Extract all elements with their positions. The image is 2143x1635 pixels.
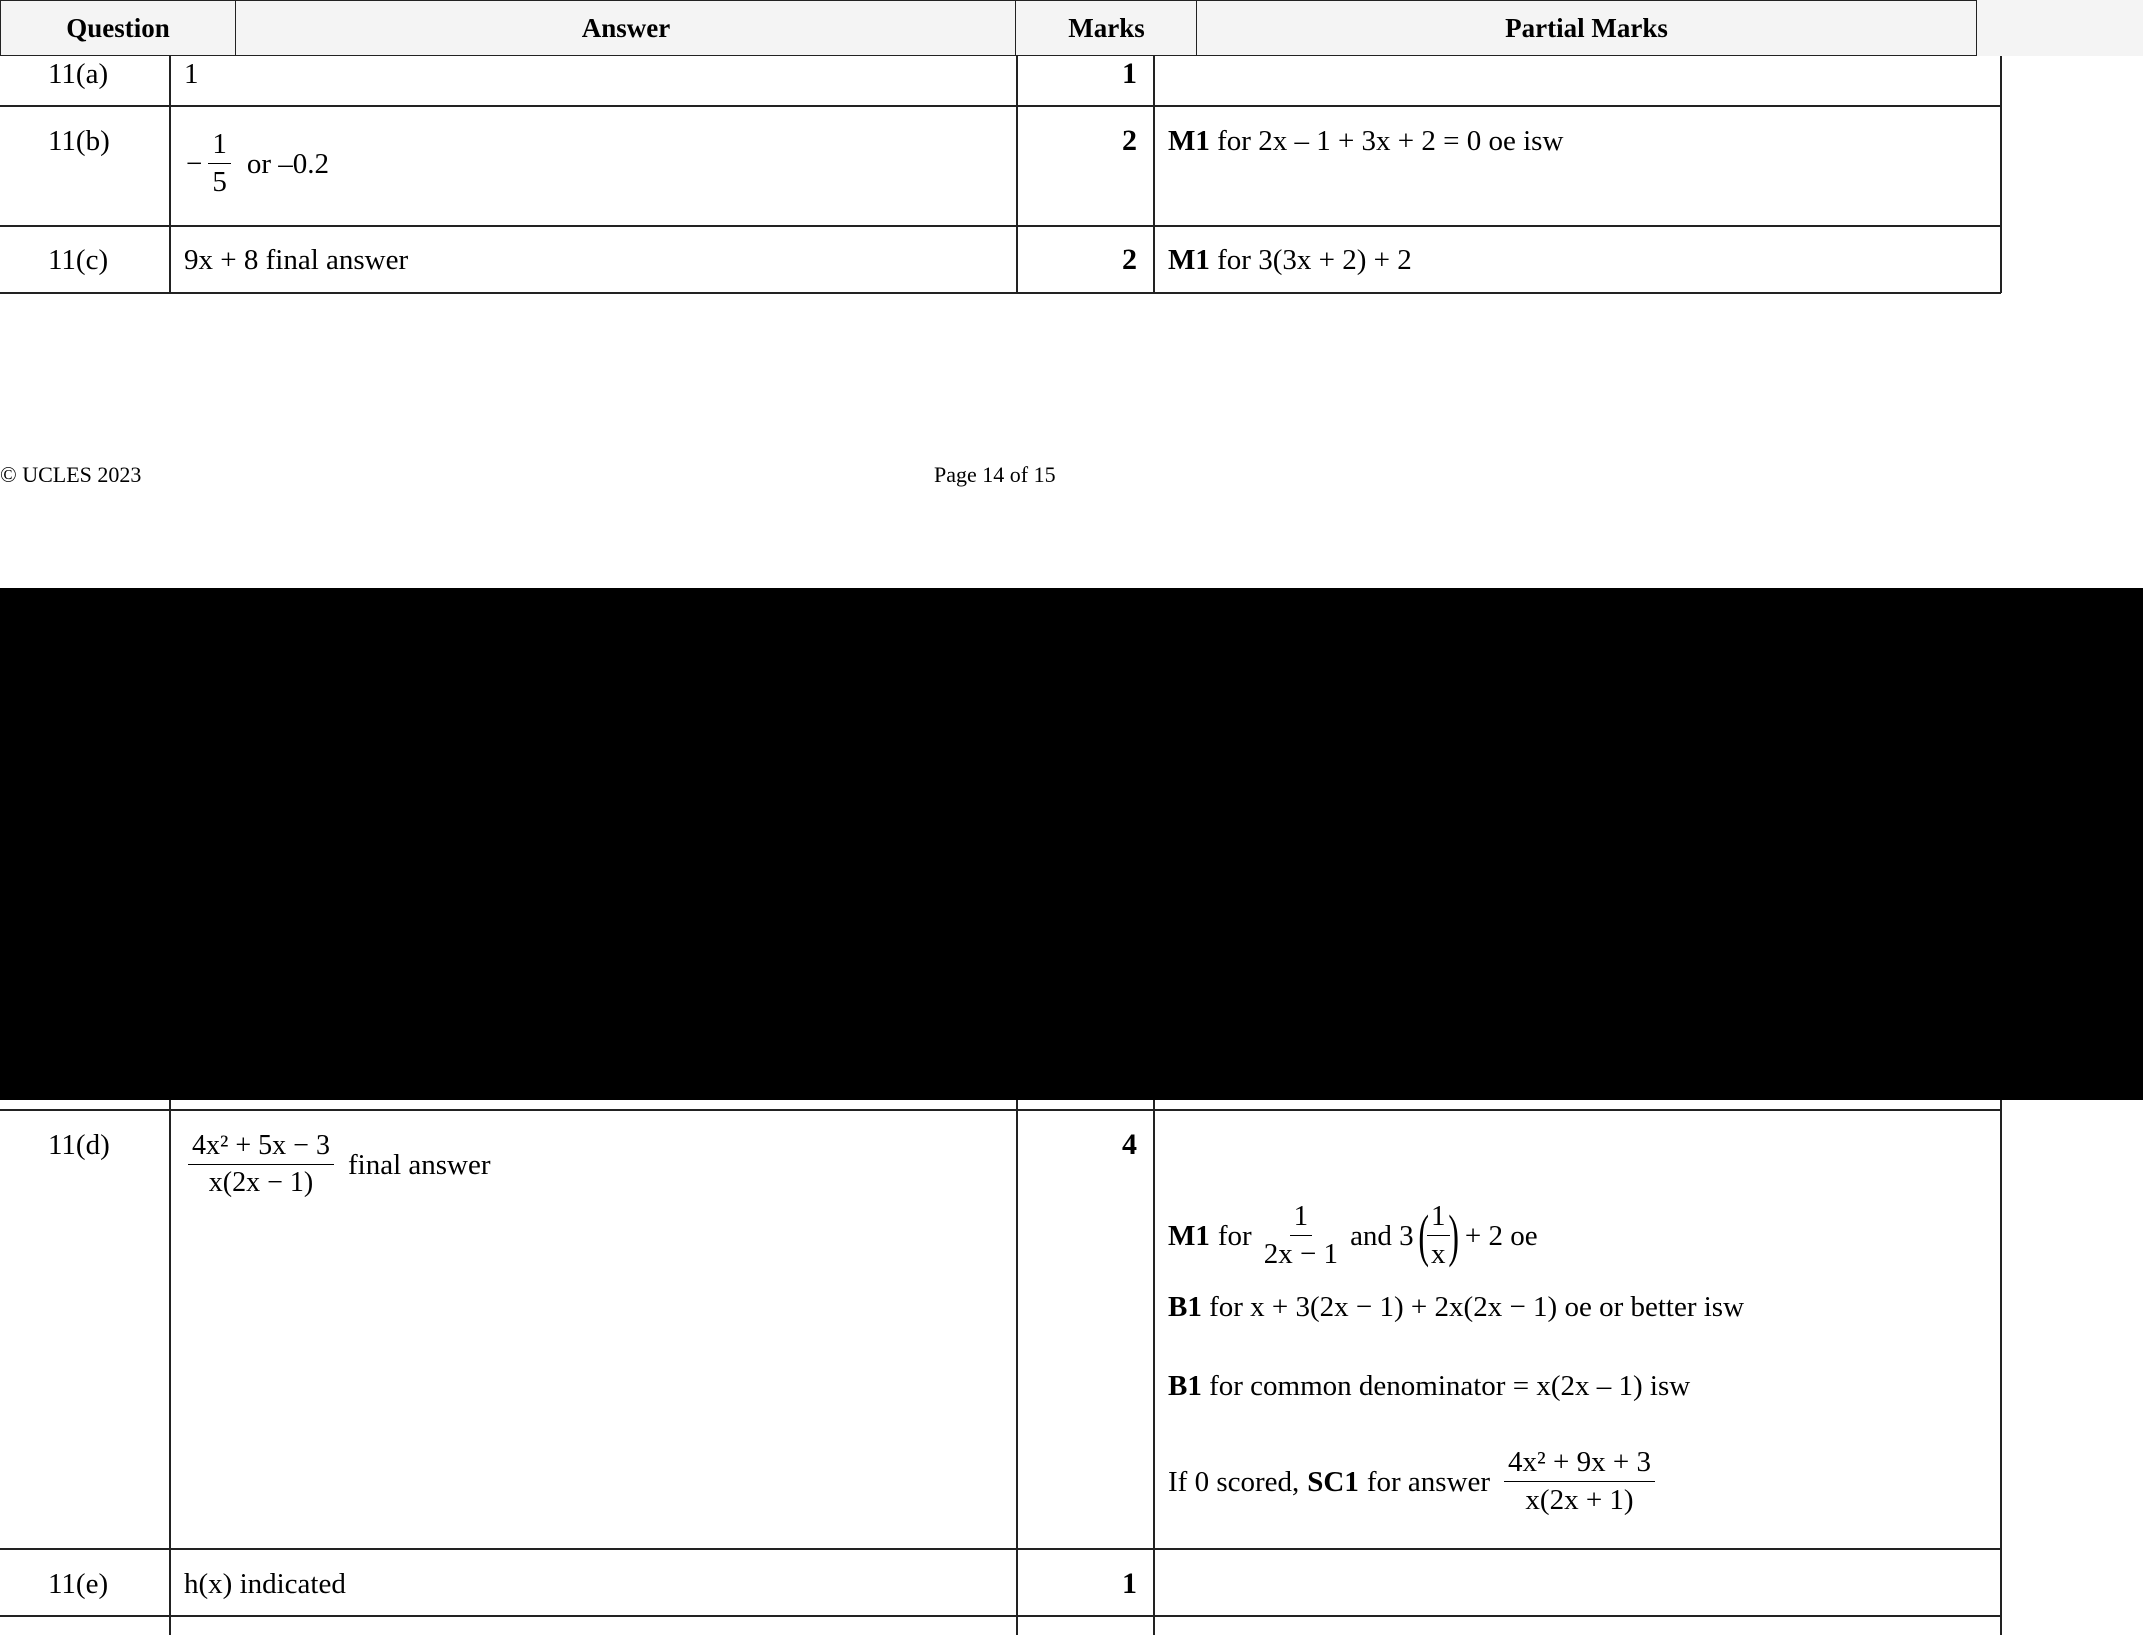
question-label: 11(c)	[48, 244, 109, 276]
fraction-numerator: 1	[208, 128, 231, 164]
row-divider	[0, 1548, 2001, 1550]
right-paren-glyph: )	[1447, 1202, 1459, 1268]
row-divider	[0, 1109, 2001, 1111]
partial-mark-b1-denominator	[1168, 1369, 1690, 1403]
question-label: 11(d)	[48, 1129, 110, 1161]
mark-description: for x + 3(2x − 1) + 2x(2x − 1) oe or better isw	[1209, 1291, 1745, 1323]
left-paren-glyph: (	[1418, 1202, 1429, 1268]
mark-code: M1	[1168, 1219, 1210, 1252]
fraction-denominator: x(2x + 1)	[1525, 1484, 1634, 1517]
m1-fraction	[1260, 1200, 1342, 1272]
partial-mark-m1	[1168, 1200, 1538, 1272]
header-partial-marks: Partial Marks	[1196, 0, 1977, 56]
m1-parenthesized-fraction	[1414, 1200, 1463, 1272]
answer-text: h(x) indicated	[184, 1568, 346, 1600]
column-divider	[2000, 56, 2002, 293]
row-divider	[0, 105, 2001, 107]
question-label: 11(b)	[48, 125, 110, 157]
header-question: Question	[0, 0, 236, 56]
column-divider	[2000, 1098, 2002, 1635]
m1-and: and 3	[1350, 1219, 1414, 1252]
column-divider	[1153, 1098, 1155, 1635]
mark-description: for 2x – 1 + 3x + 2 = 0 oe isw	[1217, 125, 1564, 157]
sc1-prefix: If 0 scored,	[1168, 1465, 1300, 1498]
fraction-denominator: 2x − 1	[1263, 1238, 1339, 1271]
mark-code: B1	[1168, 1370, 1202, 1402]
mark-code: M1	[1168, 125, 1210, 157]
answer-suffix: final answer	[347, 1148, 491, 1181]
mark-code: B1	[1168, 1291, 1202, 1323]
column-divider	[1016, 1098, 1018, 1635]
answer-alternative: or –0.2	[246, 147, 330, 180]
page-number: Page 14 of 15	[934, 462, 1056, 487]
answer-fraction	[208, 128, 231, 200]
partial-mark-sc1	[1168, 1446, 1655, 1518]
column-divider	[169, 1098, 171, 1635]
row-divider	[0, 225, 2001, 227]
mark-description: for common denominator = x(2x – 1) isw	[1209, 1370, 1691, 1402]
fraction-numerator: 1	[1290, 1200, 1313, 1236]
question-label: 11(a)	[48, 58, 109, 90]
m1-tail: + 2 oe	[1464, 1219, 1538, 1252]
answer-text: 1	[184, 58, 199, 90]
answer-expression	[188, 1130, 491, 1199]
partial-mark-text	[1168, 243, 1412, 277]
marks-value: 4	[1122, 1128, 1137, 1161]
marks-value: 1	[1122, 57, 1137, 90]
marks-value: 2	[1122, 124, 1137, 157]
m1-inner-fraction	[1427, 1200, 1450, 1272]
fraction-numerator: 1	[1427, 1200, 1450, 1236]
mark-code: SC1	[1307, 1465, 1359, 1498]
answer-text: 9x + 8 final answer	[184, 244, 409, 276]
partial-mark-b1-expansion	[1168, 1290, 1744, 1324]
mark-description: for 3(3x + 2) + 2	[1217, 244, 1412, 276]
answer-fraction	[188, 1130, 334, 1199]
mark-for: for	[1217, 1219, 1252, 1252]
column-divider	[1016, 56, 1018, 293]
fraction-denominator: x(2x − 1)	[208, 1167, 314, 1199]
column-divider	[1153, 56, 1155, 293]
minus-sign: −	[186, 147, 203, 180]
row-divider	[0, 292, 2001, 294]
header-marks: Marks	[1015, 0, 1198, 56]
answer-expression	[186, 128, 329, 200]
fraction-numerator: 4x² + 5x − 3	[188, 1130, 334, 1165]
marks-value: 2	[1122, 243, 1137, 276]
partial-mark-text	[1168, 124, 1563, 158]
marks-value: 1	[1122, 1567, 1137, 1600]
mark-code: M1	[1168, 244, 1210, 276]
header-answer: Answer	[235, 0, 1017, 56]
row-divider	[0, 1615, 2001, 1617]
column-divider	[169, 56, 171, 293]
sc1-fraction	[1504, 1446, 1655, 1518]
mark-description: for answer	[1366, 1465, 1491, 1498]
question-label: 11(e)	[48, 1568, 109, 1600]
copyright-notice: © UCLES 2023	[0, 462, 142, 487]
fraction-numerator: 4x² + 9x + 3	[1504, 1446, 1655, 1482]
redaction-block	[0, 588, 2143, 1100]
fraction-denominator: x	[1431, 1238, 1446, 1271]
fraction-denominator: 5	[212, 166, 227, 199]
